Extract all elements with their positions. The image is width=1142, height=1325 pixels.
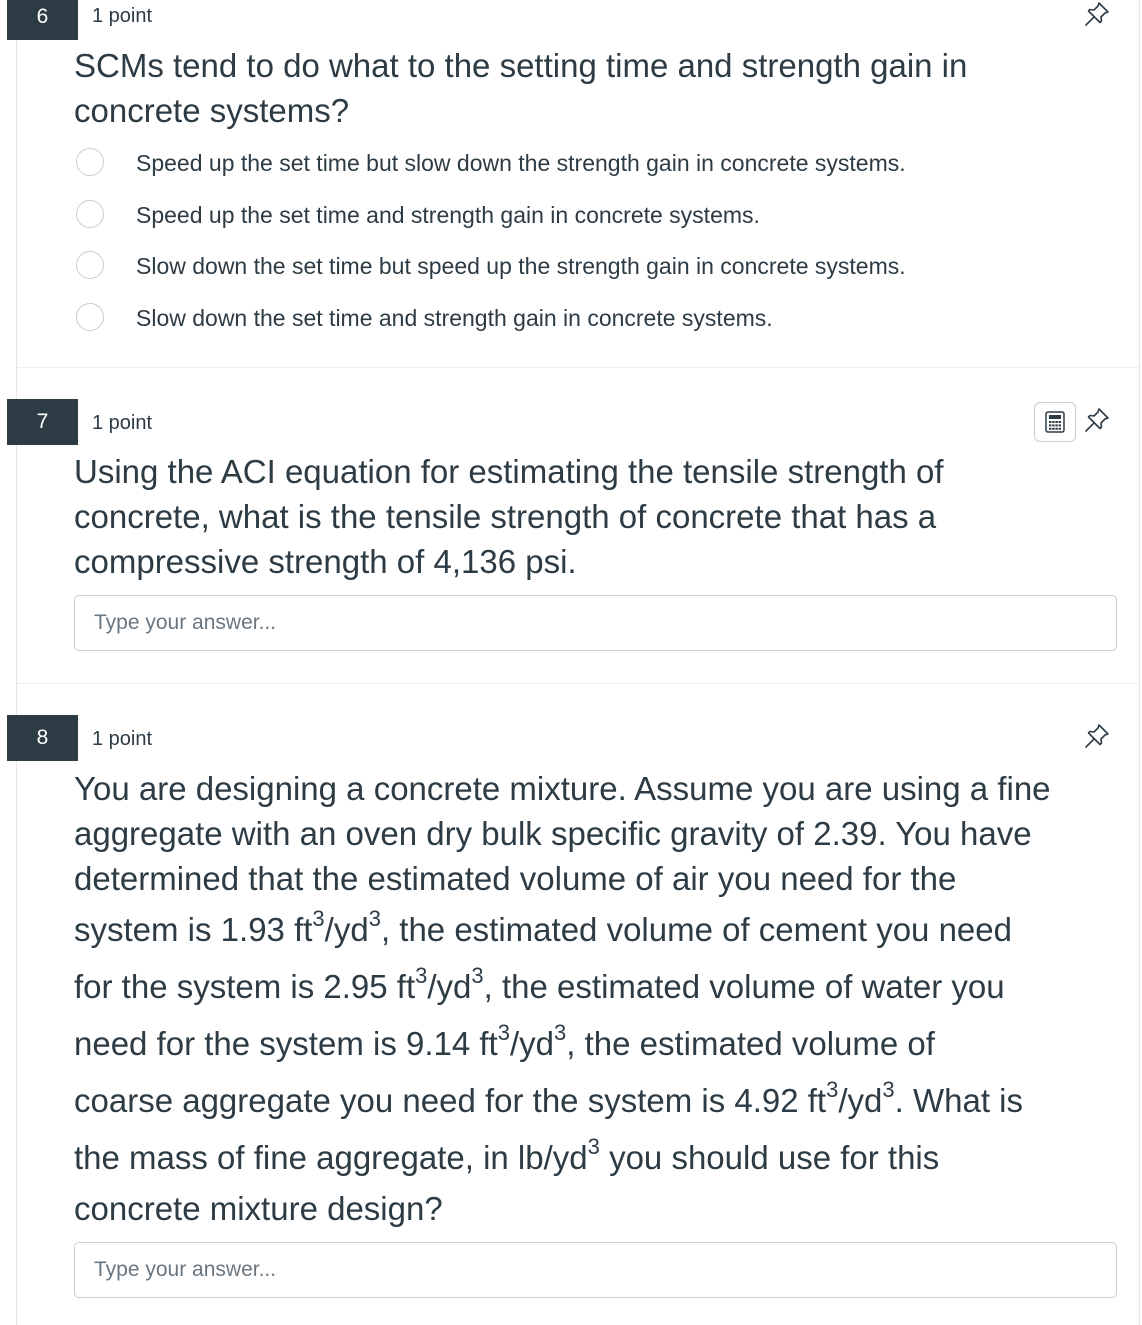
question-6-prompt	[74, 43, 1114, 133]
question-8-prompt-line-3: determined that the estimated volume of air you need for the	[74, 860, 957, 897]
exponent: 3	[882, 1077, 895, 1102]
option-label: Slow down the set time and strength gain in concrete systems.	[136, 305, 773, 331]
pin-icon[interactable]	[1083, 0, 1111, 28]
question-7-prompt-line-3: compressive strength of 4,136 psi.	[74, 543, 577, 580]
question-8-prompt-line-4	[74, 901, 1114, 958]
question-6-prompt-line-2: concrete systems?	[74, 92, 350, 129]
text: you should use for this	[599, 1139, 940, 1176]
text: /yd	[838, 1082, 883, 1119]
exponent: 3	[312, 906, 325, 931]
question-7-prompt-line-1: Using the ACI equation for estimating the tensile strength of	[74, 453, 944, 490]
question-6-points: 1 point	[92, 5, 153, 27]
question-7-prompt	[74, 449, 1114, 584]
question-6-prompt-line-1: SCMs tend to do what to the setting time and strength gain in	[74, 47, 968, 84]
option-label: Speed up the set time and strength gain in concrete systems.	[136, 202, 760, 228]
question-6-option-3[interactable]	[74, 251, 1074, 285]
pin-icon[interactable]	[1083, 722, 1111, 750]
option-label: Speed up the set time but slow down the strength gain in concrete systems.	[136, 150, 906, 176]
question-8-prompt-line-7	[74, 1072, 1114, 1129]
question-8-prompt-line-5	[74, 958, 1114, 1015]
question-8-prompt	[74, 766, 1114, 1231]
text: system is 1.93 ft	[74, 911, 313, 948]
text: , the estimated volume of	[566, 1025, 935, 1062]
question-8-prompt-line-2: aggregate with an oven dry bulk specific gravity of 2.39. You have	[74, 815, 1032, 852]
question-6-option-4[interactable]	[74, 303, 1074, 337]
question-divider	[17, 683, 1139, 684]
text: . What is	[894, 1082, 1023, 1119]
exponent: 3	[554, 1020, 567, 1045]
question-8-prompt-line-6	[74, 1015, 1114, 1072]
exponent: 3	[368, 906, 381, 931]
question-8-number: 8	[7, 715, 78, 761]
calculator-icon	[1045, 411, 1065, 433]
left-border	[16, 0, 17, 1325]
question-8-prompt-line-8	[74, 1129, 1114, 1186]
text: the mass of fine aggregate, in lb/yd	[74, 1139, 588, 1176]
question-8-answer-input[interactable]	[74, 1242, 1117, 1298]
exponent: 3	[587, 1134, 600, 1159]
question-7-answer-input[interactable]	[74, 595, 1117, 651]
question-7-number: 7	[7, 399, 78, 445]
question-8-prompt-line-9: concrete mixture design?	[74, 1190, 443, 1227]
option-label: Slow down the set time but speed up the strength gain in concrete systems.	[136, 253, 906, 279]
text: need for the system is 9.14 ft	[74, 1025, 498, 1062]
exponent: 3	[415, 963, 428, 988]
calculator-button[interactable]	[1034, 402, 1076, 442]
radio-button[interactable]	[76, 148, 104, 176]
question-6-option-1[interactable]	[74, 148, 1074, 182]
text: for the system is 2.95 ft	[74, 968, 416, 1005]
text: , the estimated volume of water you	[483, 968, 1005, 1005]
radio-button[interactable]	[76, 251, 104, 279]
question-8-points: 1 point	[92, 728, 153, 750]
text: coarse aggregate you need for the system is 4.92 ft	[74, 1082, 827, 1119]
question-7-prompt-line-2: concrete, what is the tensile strength of concrete that has a	[74, 498, 937, 535]
exponent: 3	[826, 1077, 839, 1102]
text: /yd	[324, 911, 369, 948]
text: , the estimated volume of cement you need	[380, 911, 1012, 948]
question-6-option-2[interactable]	[74, 200, 1074, 234]
question-divider	[17, 367, 1139, 368]
question-7-points: 1 point	[92, 412, 153, 434]
pin-icon[interactable]	[1083, 406, 1111, 434]
question-6-number: 6	[7, 0, 78, 40]
exponent: 3	[497, 1020, 510, 1045]
question-8-prompt-line-1: You are designing a concrete mixture. Assume you are using a fine	[74, 770, 1051, 807]
text: /yd	[509, 1025, 554, 1062]
exponent: 3	[471, 963, 484, 988]
radio-button[interactable]	[76, 303, 104, 331]
right-border	[1139, 0, 1140, 1325]
text: /yd	[427, 968, 472, 1005]
radio-button[interactable]	[76, 200, 104, 228]
